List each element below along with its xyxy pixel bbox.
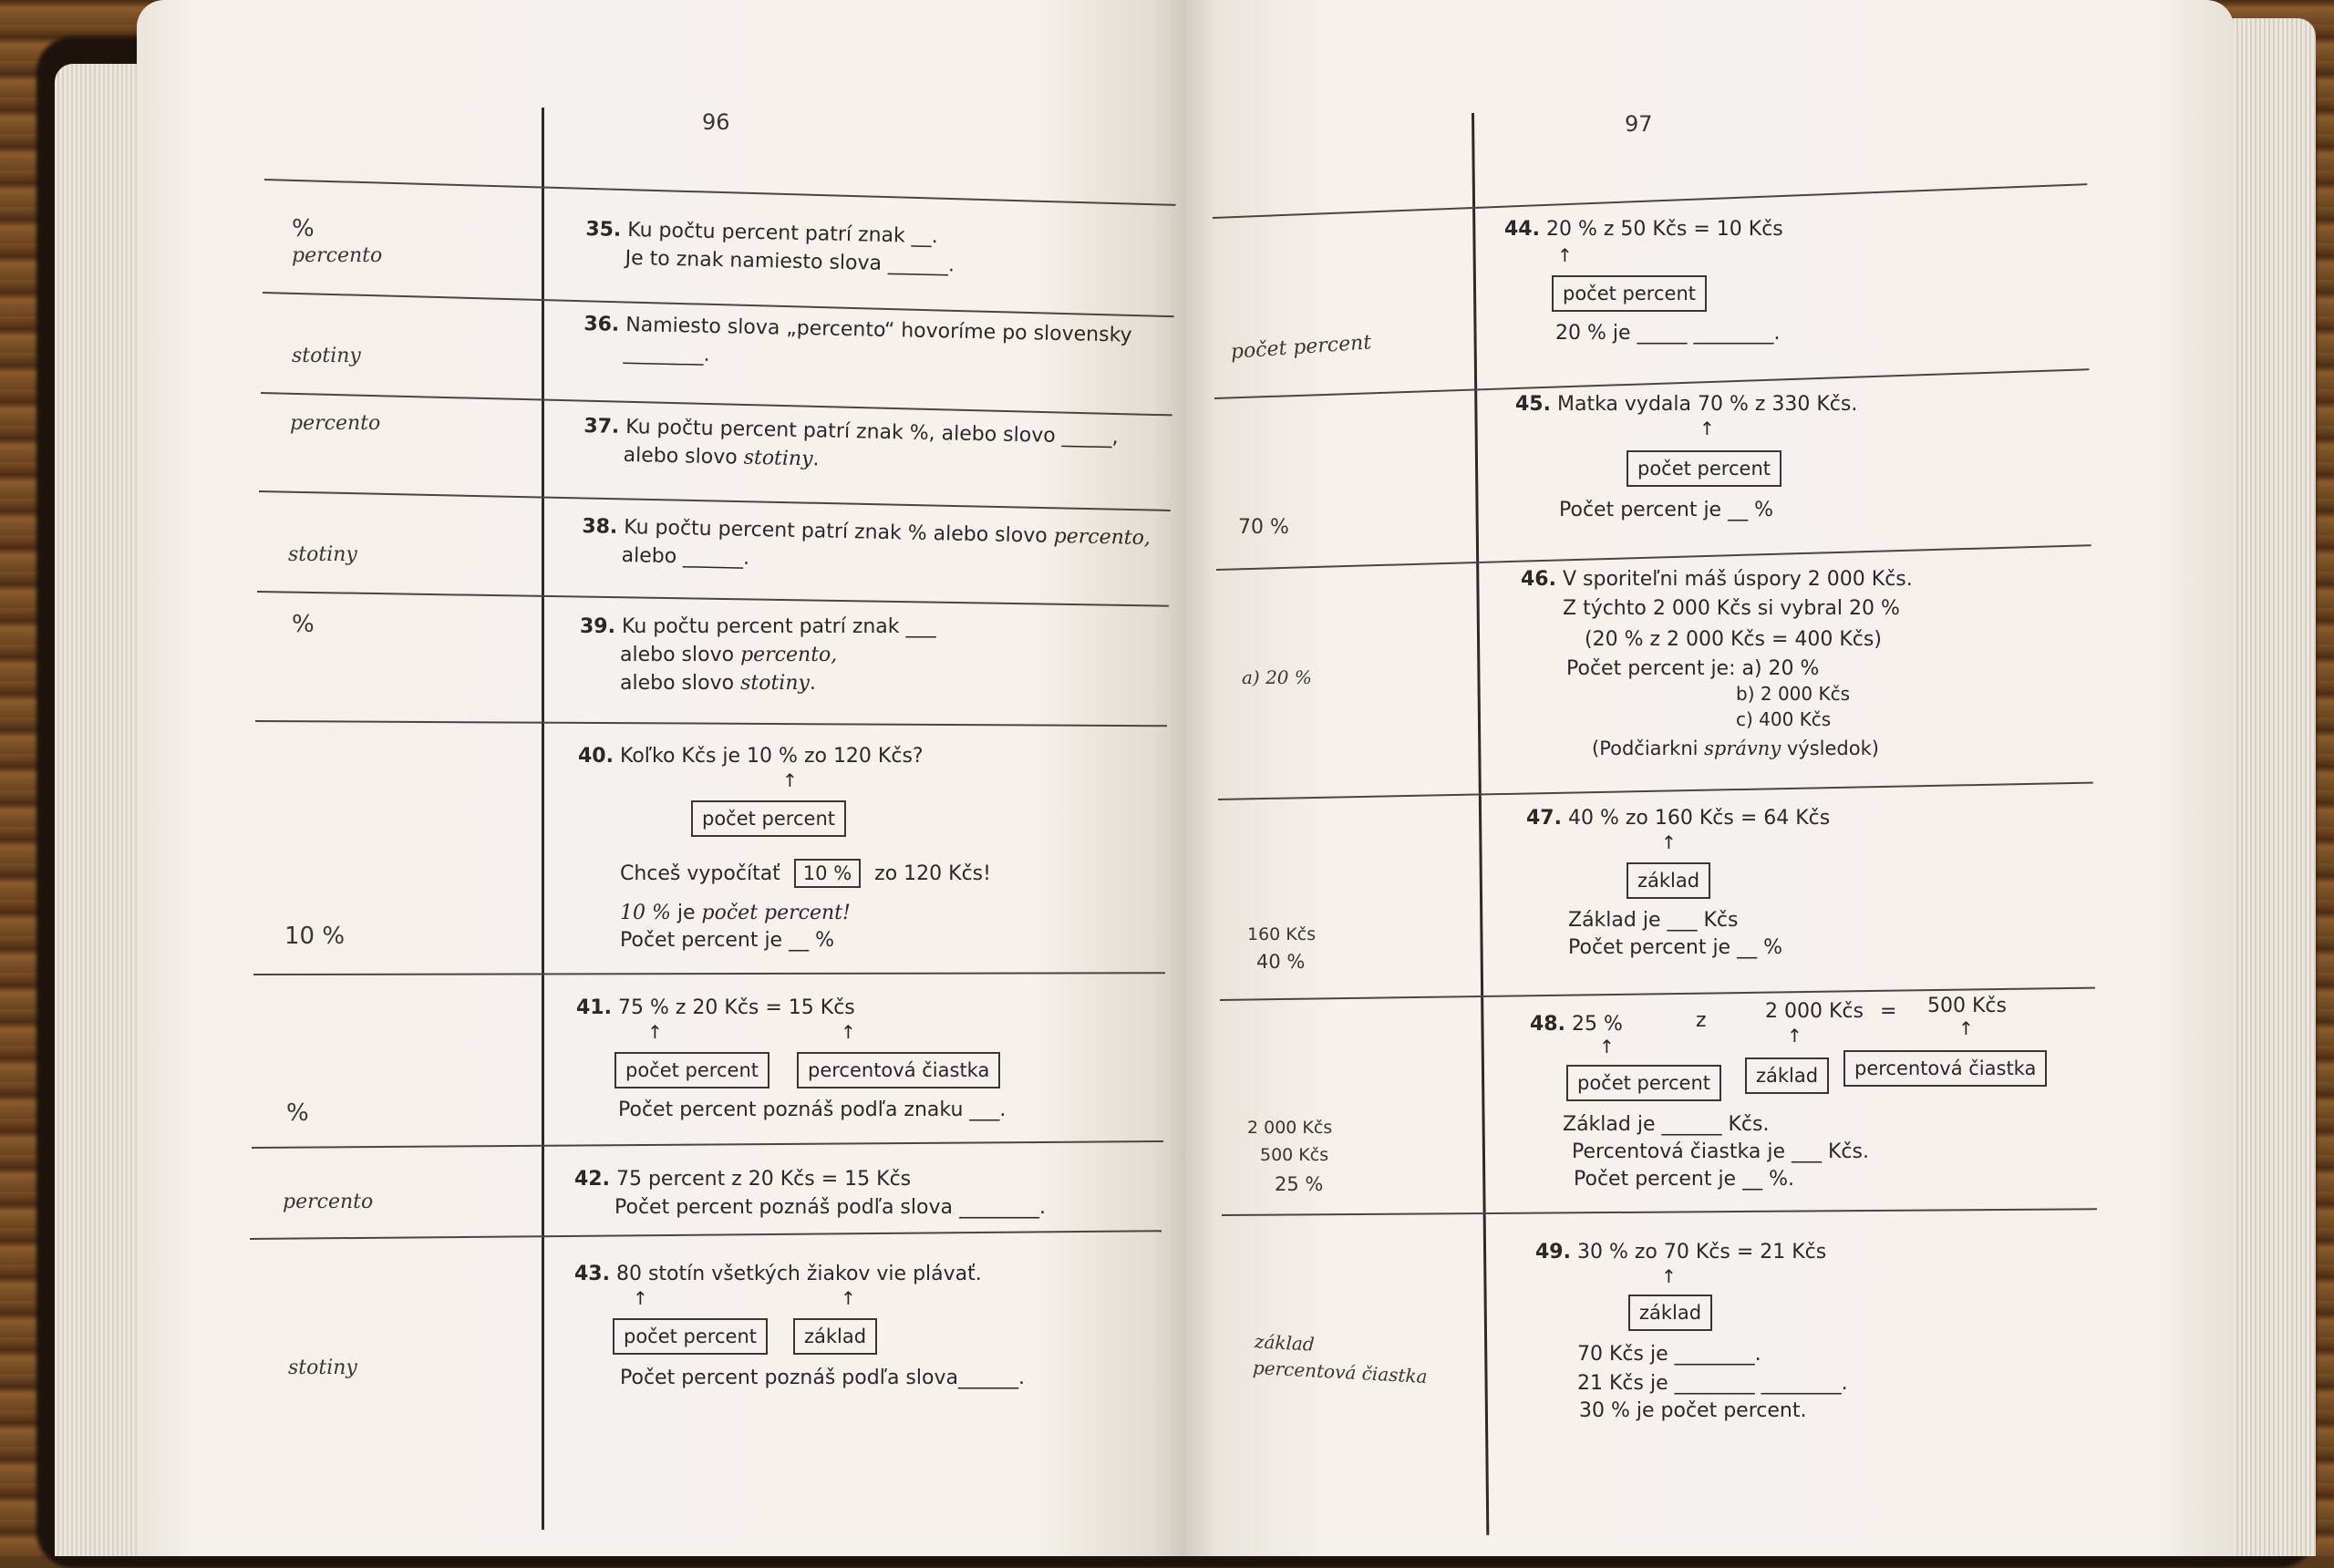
punctuation: . <box>812 448 820 471</box>
question-44-line2: 20 % je _____ ________. <box>1555 322 1781 345</box>
italic-word: stotiny <box>740 672 810 695</box>
up-arrow-icon: ↑ <box>1661 1265 1677 1287</box>
question-text: alebo slovo <box>623 443 744 469</box>
column-divider-left <box>542 108 544 1530</box>
label-box: percentová čiastka <box>797 1052 1000 1088</box>
answer-42: percento <box>283 1191 374 1213</box>
page-edges-right <box>2225 18 2316 1556</box>
row-divider <box>264 179 1176 206</box>
label-box: počet percent <box>1552 275 1707 312</box>
label-box: počet percent <box>691 800 846 837</box>
label-box: počet percent <box>614 1052 769 1088</box>
answer-36: stotiny <box>292 345 361 367</box>
question-text: Koľko Kčs je 10 % zo 120 Kčs? <box>619 745 924 768</box>
question-43-line2: Počet percent poznáš podľa slova______. <box>620 1367 1025 1389</box>
answer-48a: 2 000 Kčs <box>1247 1118 1333 1138</box>
label-box: počet percent <box>1627 450 1781 487</box>
question-47-line2: Základ je ___ Kčs <box>1568 909 1739 932</box>
question-text: Ku počtu percent patrí znak ___ <box>621 615 936 638</box>
answer-47a: 160 Kčs <box>1247 924 1317 944</box>
question-40-line2 <box>620 859 991 888</box>
up-arrow-icon: ↑ <box>1599 1036 1615 1057</box>
question-48-z: z <box>1696 1009 1707 1032</box>
label-box: počet percent <box>1566 1065 1721 1101</box>
question-text: 40 % zo 160 Kčs = 64 Kčs <box>1567 807 1831 830</box>
row-divider <box>257 591 1169 607</box>
question-text: alebo slovo <box>620 672 741 695</box>
row-divider <box>1213 183 2087 219</box>
question-number: 43. <box>574 1263 610 1285</box>
question-44 <box>1504 215 1783 243</box>
question-number: 47. <box>1526 807 1562 830</box>
question-text: (Podčiarkni <box>1592 738 1705 759</box>
row-divider <box>253 972 1165 975</box>
answer-43: stotiny <box>288 1357 357 1379</box>
question-46-line3: (20 % z 2 000 Kčs = 400 Kčs) <box>1585 628 1882 651</box>
answer-40: 10 % <box>284 923 346 950</box>
question-46-line2: Z týchto 2 000 Kčs si vybral 20 % <box>1563 597 1900 620</box>
answer-35b: percento <box>292 244 383 267</box>
question-text: výsledok) <box>1781 738 1879 759</box>
answer-38: stotiny <box>288 543 357 566</box>
answer-35a: % <box>292 215 315 242</box>
question-number: 39. <box>580 615 615 638</box>
answer-39: % <box>292 611 315 638</box>
question-text: Počet percent poznáš podľa slova ________. <box>614 1196 1046 1219</box>
up-arrow-icon: ↑ <box>1699 418 1715 439</box>
page-number-left: 96 <box>702 109 730 135</box>
question-39 <box>580 613 936 697</box>
question-number: 46. <box>1521 568 1556 591</box>
row-divider <box>259 490 1171 511</box>
question-number: 35. <box>585 218 622 242</box>
punctuation: . <box>809 672 816 695</box>
question-number: 40. <box>578 745 614 768</box>
question-42 <box>574 1165 1046 1222</box>
question-number: 48. <box>1530 1013 1565 1036</box>
answer-46: a) 20 % <box>1242 666 1312 688</box>
question-45 <box>1515 390 1857 418</box>
question-46-line4: Počet percent je: a) 20 % <box>1566 657 1820 680</box>
question-number: 44. <box>1504 218 1540 241</box>
italic-word: správny <box>1704 738 1781 759</box>
question-text: Ku počtu percent patrí znak __. <box>627 218 939 249</box>
question-41-line2: Počet percent poznáš podľa znaku ___. <box>618 1099 1007 1121</box>
question-46 <box>1521 565 1913 593</box>
left-page <box>137 0 1185 1556</box>
up-arrow-icon: ↑ <box>1661 831 1677 853</box>
question-text: Ku počtu percent patrí znak %, alebo slovo _____, <box>625 415 1119 449</box>
page-number-right: 97 <box>1625 111 1653 137</box>
question-48-line4: Počet percent je __ %. <box>1574 1168 1794 1191</box>
question-text: Je to znak namiesto slova ______. <box>625 246 955 277</box>
question-number: 42. <box>574 1168 610 1191</box>
up-arrow-icon: ↑ <box>1958 1017 1974 1039</box>
question-40-line4: Počet percent je __ % <box>620 929 834 952</box>
question-text: alebo ______. <box>621 543 750 570</box>
label-box: 10 % <box>794 859 861 888</box>
answer-47b: 40 % <box>1256 951 1306 973</box>
answer-48b: 500 Kčs <box>1260 1145 1329 1165</box>
question-49-line4: 30 % je počet percent. <box>1579 1399 1807 1422</box>
question-text: Ku počtu percent patrí znak % alebo slovo <box>624 515 1054 548</box>
up-arrow-icon: ↑ <box>782 769 798 791</box>
up-arrow-icon: ↑ <box>633 1287 648 1309</box>
question-46-instruction <box>1592 735 1879 763</box>
row-divider <box>255 720 1167 727</box>
italic-word: percento, <box>1053 524 1152 551</box>
question-36 <box>583 310 1132 378</box>
italic-word: 10 % <box>620 902 677 924</box>
answer-49a: základ <box>1254 1330 1316 1356</box>
answer-45: 70 % <box>1238 516 1289 539</box>
up-arrow-icon: ↑ <box>841 1287 856 1309</box>
question-number: 49. <box>1535 1241 1571 1264</box>
italic-word: percento, <box>740 644 838 666</box>
question-35 <box>584 215 955 279</box>
question-47 <box>1526 804 1830 832</box>
question-49 <box>1535 1238 1826 1266</box>
question-46-option-c: c) 400 Kčs <box>1736 708 1832 730</box>
question-number: 38. <box>582 515 618 539</box>
question-text: 75 percent z 20 Kčs = 15 Kčs <box>615 1168 912 1191</box>
question-number: 41. <box>576 996 612 1019</box>
question-43 <box>574 1260 982 1288</box>
question-48 <box>1530 1010 1623 1038</box>
question-text: ________. <box>623 341 710 366</box>
up-arrow-icon: ↑ <box>647 1021 663 1043</box>
up-arrow-icon: ↑ <box>841 1021 856 1043</box>
question-45-line2: Počet percent je __ % <box>1559 499 1773 521</box>
label-box: počet percent <box>613 1318 768 1355</box>
question-47-line3: Počet percent je __ % <box>1568 936 1782 959</box>
question-number: 45. <box>1515 393 1551 416</box>
question-48-line3: Percentová čiastka je ___ Kčs. <box>1572 1140 1869 1163</box>
question-text: 80 stotín všetkých žiakov vie plávať. <box>615 1263 982 1285</box>
question-46-option-b: b) 2 000 Kčs <box>1736 683 1850 705</box>
question-37 <box>583 412 1119 480</box>
question-38 <box>581 512 1151 581</box>
question-text: alebo slovo <box>620 644 741 666</box>
question-48-eq: = <box>1880 1000 1897 1023</box>
row-divider <box>250 1230 1162 1240</box>
row-divider <box>261 392 1172 416</box>
question-48-result: 500 Kčs <box>1927 995 2007 1017</box>
label-box: základ <box>1627 862 1710 899</box>
question-text: 25 % <box>1571 1013 1623 1036</box>
question-48-base: 2 000 Kčs <box>1765 1000 1864 1023</box>
row-divider <box>1218 782 2093 800</box>
right-page <box>1185 0 2234 1556</box>
question-text: Namiesto slova „percento“ hovoríme po slovensky <box>625 313 1132 347</box>
question-text: 20 % z 50 Kčs = 10 Kčs <box>1545 218 1783 241</box>
label-box: základ <box>1745 1057 1829 1094</box>
question-41 <box>576 994 855 1022</box>
question-number: 36. <box>584 313 620 336</box>
answer-48c: 25 % <box>1275 1173 1324 1195</box>
question-48-line2: Základ je ______ Kčs. <box>1563 1113 1770 1136</box>
question-text: Matka vydala 70 % z 330 Kčs. <box>1556 393 1858 416</box>
question-40-line3 <box>620 899 851 927</box>
label-box: základ <box>793 1318 877 1355</box>
question-49-line2: 70 Kčs je ________. <box>1577 1343 1761 1366</box>
italic-word: stotiny <box>743 446 813 471</box>
question-40 <box>578 742 924 770</box>
up-arrow-icon: ↑ <box>1557 244 1573 266</box>
question-text: 75 % z 20 Kčs = 15 Kčs <box>617 996 855 1019</box>
up-arrow-icon: ↑ <box>1787 1025 1802 1047</box>
column-divider-right <box>1472 113 1489 1535</box>
question-text: je <box>676 902 702 924</box>
question-text: V sporiteľni máš úspory 2 000 Kčs. <box>1562 568 1913 591</box>
answer-44: počet percent <box>1230 331 1372 364</box>
page-edges-left <box>55 64 141 1556</box>
answer-37: percento <box>290 412 381 435</box>
answer-49b: percentová čiastka <box>1252 1357 1429 1387</box>
question-49-line3: 21 Kčs je ________ ________. <box>1577 1372 1848 1395</box>
label-box: percentová čiastka <box>1843 1050 2047 1087</box>
italic-word: počet percent! <box>701 902 851 924</box>
question-text: 30 % zo 70 Kčs = 21 Kčs <box>1576 1241 1827 1264</box>
label-box: základ <box>1628 1295 1712 1331</box>
row-divider <box>1222 1208 2097 1216</box>
question-text: zo 120 Kčs! <box>874 862 991 885</box>
question-number: 37. <box>584 415 620 438</box>
answer-41: % <box>286 1099 309 1127</box>
row-divider <box>252 1140 1163 1149</box>
question-text: Chceš vypočítať <box>620 862 780 885</box>
